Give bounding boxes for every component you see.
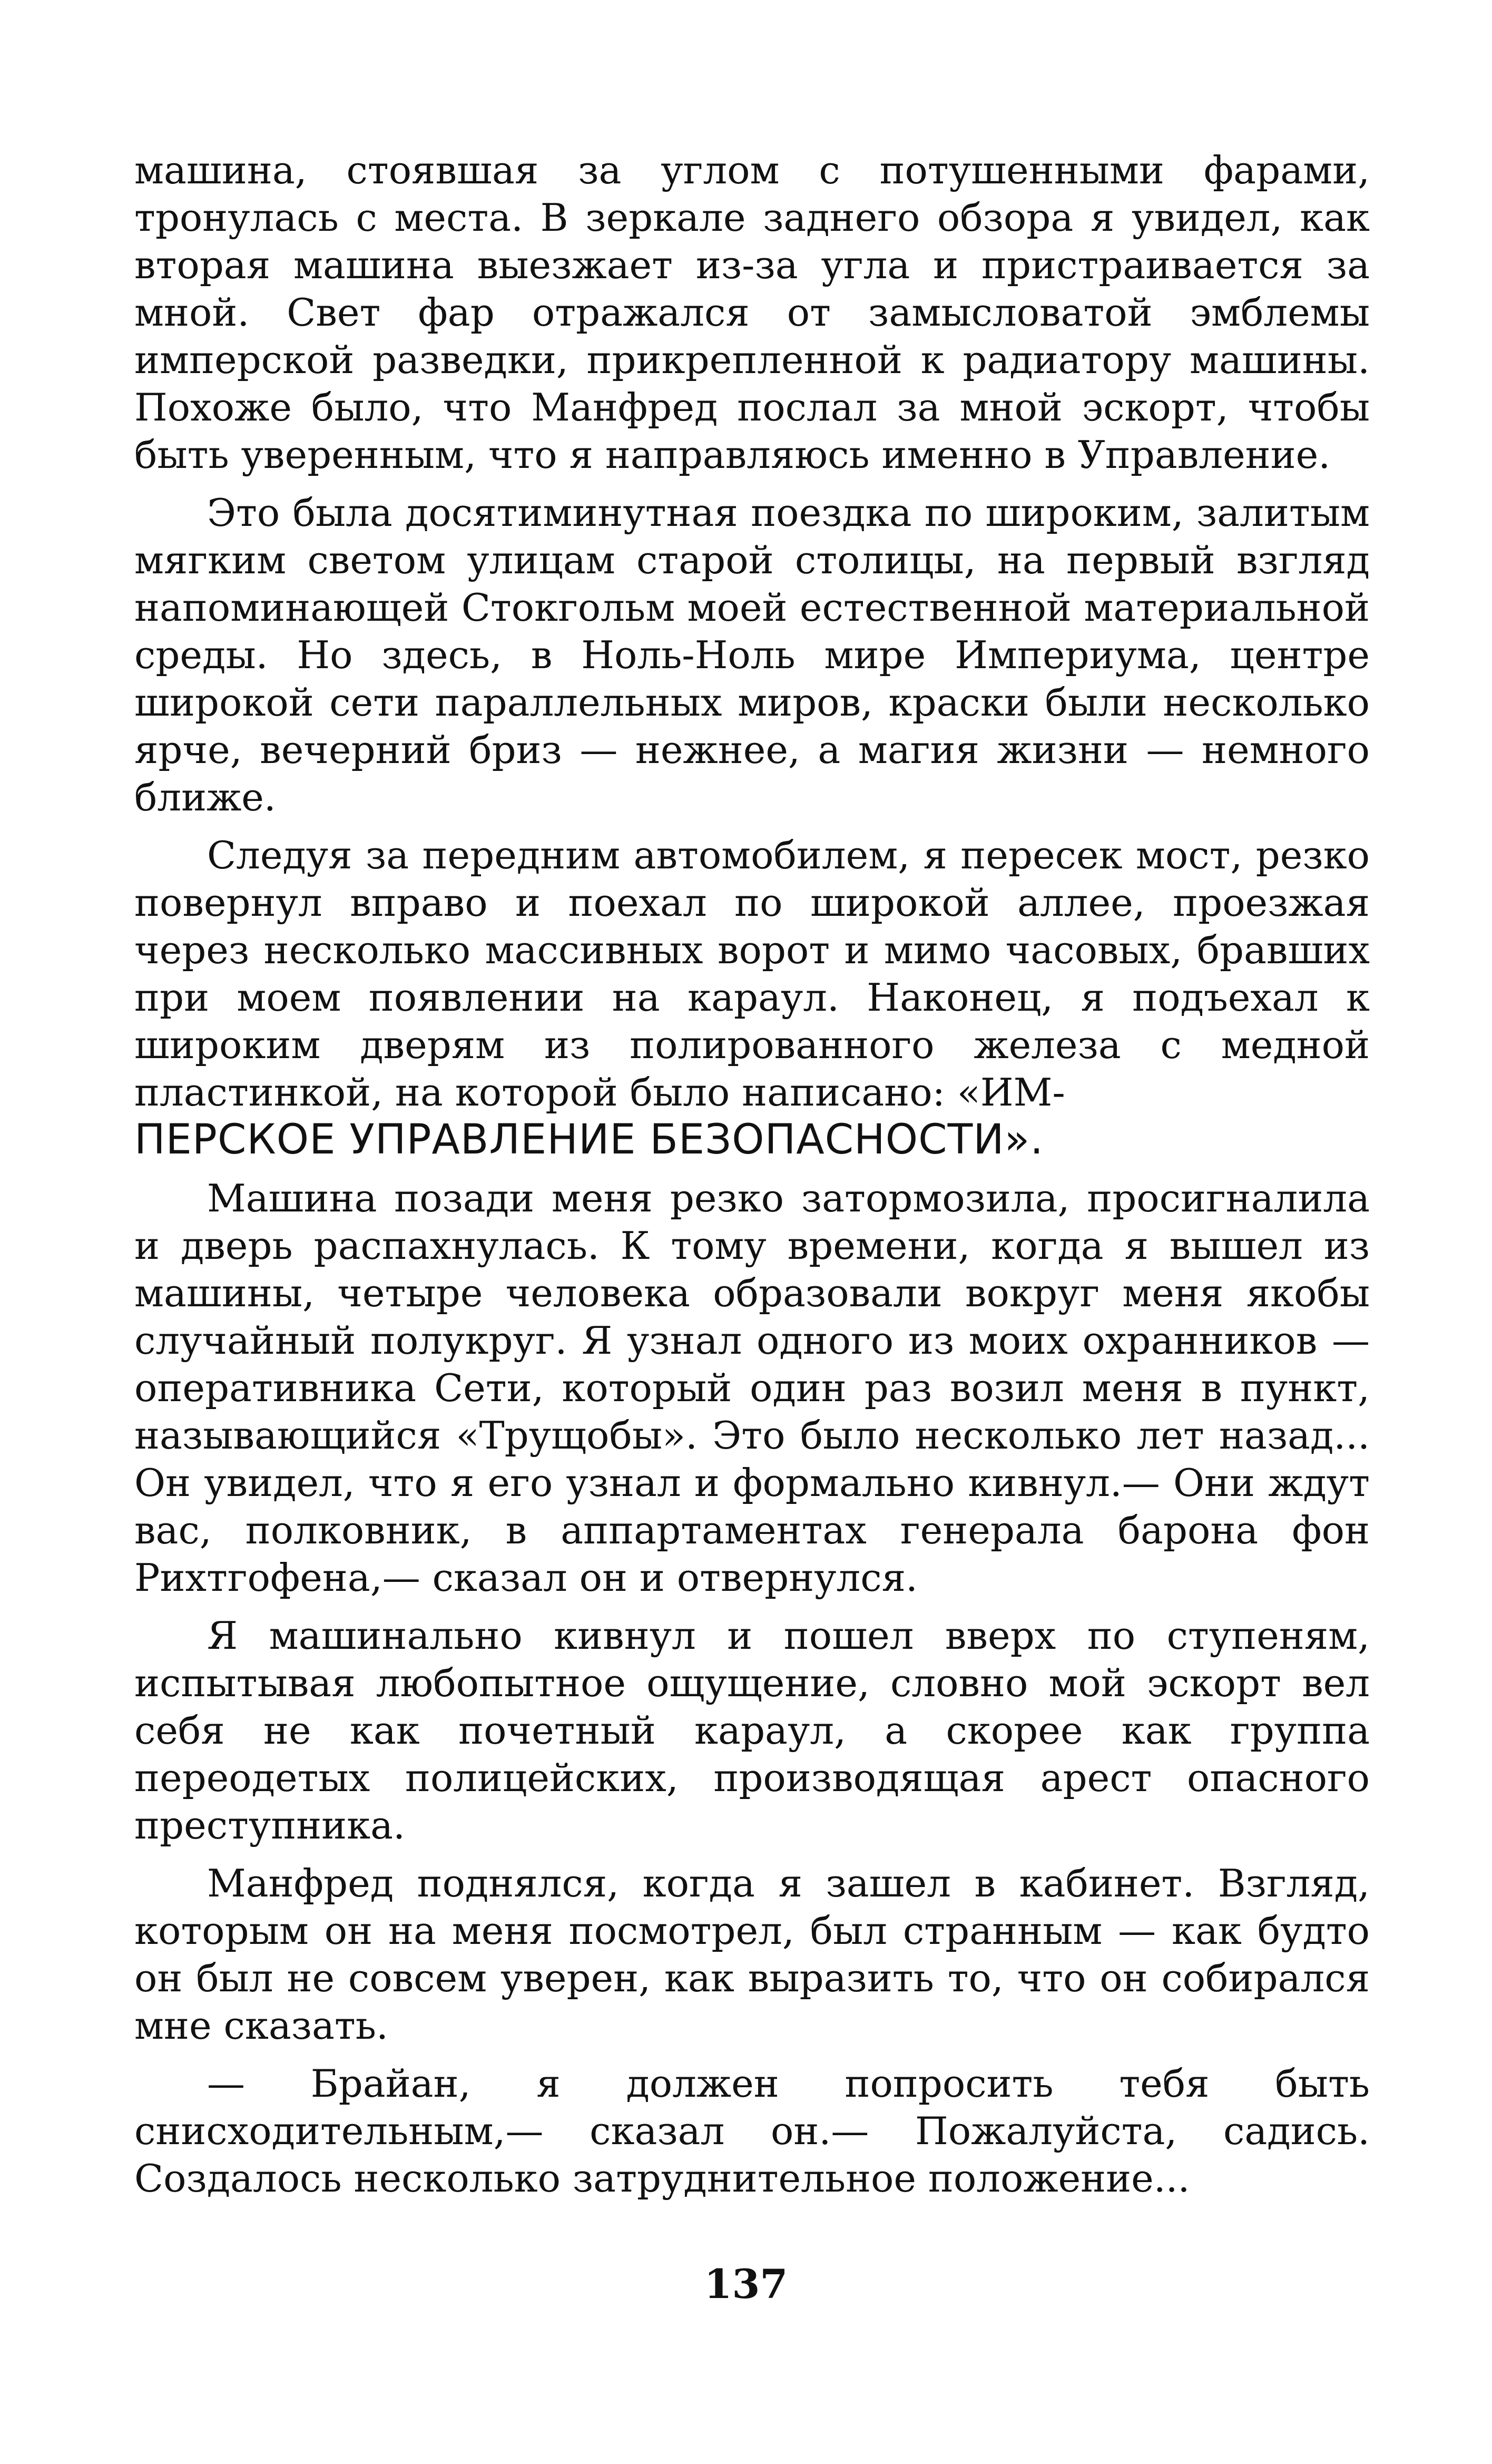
body-text xyxy=(134,146,1370,2213)
paragraph-1: машина, стоявшая за углом с потушенными фарами, тронулась с места. В зеркале заднего обзора я увидел, как вторая машина выезжает из-за угла и пристраивается за мной. Свет фар отражался от замысловатой эмблемы имперской разведки, прикрепленной к радиатору машины. Похоже было, что Манфред послал за мной эскорт, чтобы быть уверенным, что я направляюсь именно в Управление. xyxy=(134,148,1370,477)
page-number: 137 xyxy=(704,2261,788,2307)
agency-name-line: ПЕРСКОЕ УПРАВЛЕНИЕ БЕЗОПАСНОСТИ». xyxy=(134,1116,1044,1163)
paragraph-3-text: Следуя за передним автомобилем, я пересек мост, резко повернул вправо и поехал по широкой аллее, проезжая через несколько массивных ворот и мимо часовых, бравших при моем появлении на караул. Наконец, я подъехал к широким дверям из полированного железа с медной пластинкой, на которой было написано: «ИМ- xyxy=(134,833,1370,1114)
paragraph-2: Это была досятиминутная поездка по широким, залитым мягким светом улицам старой столицы, на первый взгляд напоминающей Стокгольм моей естественной материальной среды. Но здесь, в Ноль-Ноль мире Империума, центре широкой сети параллельных миров, краски были несколько ярче, вечерний бриз — нежнее, а магия жизни — немного ближе. xyxy=(134,491,1370,819)
paragraph-3 xyxy=(134,832,1370,1164)
paragraph-7: — Брайан, я должен попросить тебя быть снисходительным,— сказал он.— Пожалуйста, садись. Создалось несколько затруднительное положение... xyxy=(134,2061,1370,2201)
paragraph-4: Машина позади меня резко затормозила, просигналила и дверь распахнулась. К тому времени, когда я вышел из машины, четыре человека образовали вокруг меня якобы случайный полукруг. Я узнал одного из моих охранников — оперативника Сети, который один раз возил меня в пункт, называющийся «Трущобы». Это было несколько лет назад... Он увидел, что я его узнал и формально кивнул.— Они ждут вас, полковник, в аппартаментах генерала барона фон Рихтгофена,— сказал он и отвернулся. xyxy=(134,1176,1370,1600)
paragraph-5: Я машинально кивнул и пошел вверх по ступеням, испытывая любопытное ощущение, словно мой эскорт вел себя не как почетный караул, а скорее как группа переодетых полицейских, производящая арест опасного преступника. xyxy=(134,1614,1370,1847)
paragraph-6: Манфред поднялся, когда я зашел в кабинет. Взгляд, которым он на меня посмотрел, был странным — как будто он был не совсем уверен, как выразить то, что он собирался мне сказать. xyxy=(134,1861,1370,2048)
